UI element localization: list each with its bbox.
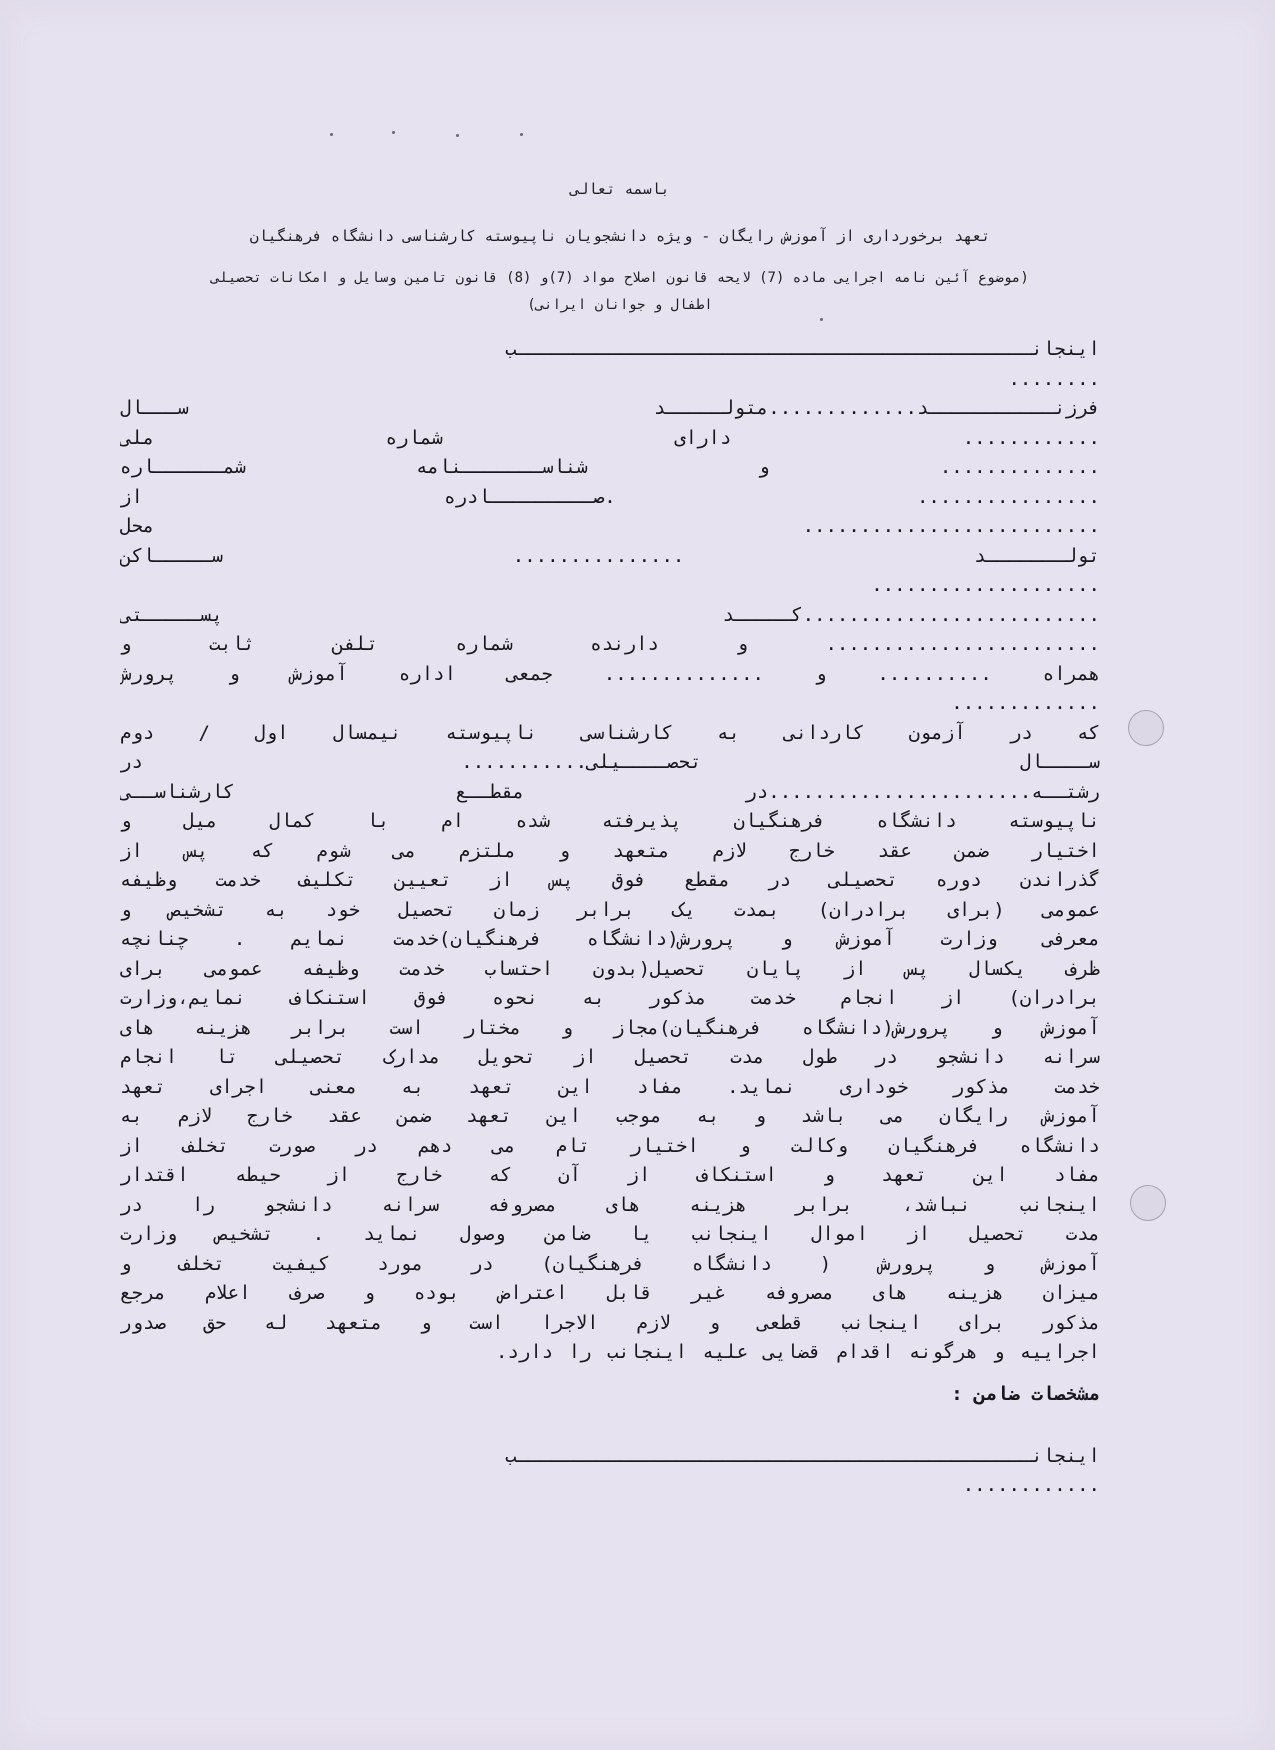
form-line: ..........................کـــــد پســـــتی <box>120 603 1100 626</box>
form-line: که در آزمون کاردانی به کارشناسی ناپیوسته نیمسال اول / دوم <box>120 721 1100 744</box>
scan-speck <box>456 134 459 137</box>
form-line: ناپیوسته دانشگاه فرهنگیان پذیرفته شده ام با کمال میل و <box>120 810 1100 832</box>
scan-speck <box>820 318 823 321</box>
form-line: فرزنـــــــــــد.............متولـــــد ســـال <box>120 397 1100 419</box>
punch-hole <box>1130 1185 1166 1221</box>
form-line: مفاد این تعهد و استنکاف از آن که خارج از حیطه اقتدار <box>120 1164 1100 1186</box>
form-line: گذراندن دوره تحصیلی در مقطع فوق پس از تعیین تکلیف خدمت وظیفه <box>120 869 1100 891</box>
form-line: ................ .صـــــــــادره از <box>120 485 1100 508</box>
form-line: ........................ و دارنده شماره تلفن ثابت و <box>120 633 1100 655</box>
form-line: آموزش و پرورش(دانشگاه فرهنگیان)مجاز و مختار است برابر هزینه های <box>120 1016 1100 1039</box>
form-line: عمومی (برای برادران) بمدت یک برابر زمان تحصیل خود به تشخیص و <box>120 898 1100 921</box>
form-line: اینجانب نباشد، برابر هزینه های مصروفه سرانه دانشجو را در <box>120 1193 1100 1216</box>
form-line: ........ <box>1008 367 1100 390</box>
form-line: آموزش رایگان می باشد و به موجب این تعهد ضمن عقد خارج لازم به <box>120 1105 1100 1127</box>
form-line: آموزش و پرورش ( دانشگاه فرهنگیان) در مورد کیفیت تخلف و <box>120 1252 1100 1275</box>
form-line: اینجانـــــــــــــــــــــــــــــــــــــــــــــب <box>505 338 1100 360</box>
form-line: .......................... محل <box>120 515 1100 537</box>
form-line: مدت تحصیل از اموال اینجانب یا ضامن وصول نماید . تشخیص وزارت <box>120 1223 1100 1245</box>
form-line: ............. <box>951 692 1100 714</box>
form-line: برادران) از انجام خدمت مذکور به نحوه فوق استنکاف نمایم،وزارت <box>120 987 1100 1009</box>
subject-line-continued: اطفال و جوانان ایرانی) <box>527 297 713 313</box>
commitment-title: تعهد برخورداری از آموزش رایگان - ویژه دانشجویان ناپیوسته کارشناسی دانشگاه فرهنگیان <box>249 227 991 245</box>
subject-line: (موضوع آئین نامه اجرایی ماده (7) لایحه قانون اصلاح مواد (7)و (8) قانون تامین وسایل و امکانات تحصیلی <box>211 270 1029 286</box>
scan-speck <box>392 131 395 134</box>
form-line: سرانه دانشجو در طول مدت تحصیل از تحویل مدارک تحصیلی تا انجام <box>120 1046 1100 1068</box>
form-line: .............. و شناســـــــنامه شمــــــاره <box>120 456 1100 478</box>
form-line: مذکور برای اینجانب قطعی و لازم الاجرا است و متعهد له حق صدور <box>120 1311 1100 1334</box>
form-line: رشتــه.......................در مقطــع کارشناســی <box>120 780 1100 803</box>
form-line: تولـــــــد ............... ســـــاکن <box>120 544 1100 567</box>
invocation-header: باسمه تعالی <box>570 180 670 198</box>
form-line: معرفی وزارت آموزش و پرورش(دانشگاه فرهنگیان)خدمت نمایم . چنانچه <box>120 928 1100 950</box>
guarantor-section-title: مشخصات ضامن : <box>951 1382 1100 1405</box>
form-line: ســــال تحصــــیلی........... در <box>120 751 1100 773</box>
form-line: همراه .......... و .............. جمعی اداره آموزش و پرورش <box>120 662 1100 685</box>
form-line: اجراییه و هرگونه اقدام قضایی علیه اینجانب را دارد. <box>496 1341 1100 1363</box>
punch-hole <box>1128 710 1164 746</box>
scan-speck <box>330 133 333 136</box>
commitment-body <box>120 335 1100 1501</box>
form-line: .................... <box>871 574 1100 596</box>
form-line: خدمت مذکور خوداری نماید. مفاد این تعهد به معنی اجرای تعهد <box>120 1075 1100 1098</box>
form-line: ............ دارای شماره ملی <box>120 426 1100 449</box>
guarantor-line: اینجانـــــــــــــــــــــــــــــــــــــــــــــب <box>505 1444 1100 1467</box>
form-line: اختیار ضمن عقد خارج لازم متعهد و ملتزم می شوم که پس از <box>120 839 1100 862</box>
spacer <box>120 1416 1100 1442</box>
form-line: ظرف یکسال پس از پایان تحصیل(بدون احتساب خدمت وظیفه عمومی برای <box>120 957 1100 980</box>
form-line: دانشگاه فرهنگیان وکالت و اختیار تام می دهم در صورت تخلف از <box>120 1134 1100 1157</box>
form-line: میزان هزینه های مصروفه غیر قابل اعتراض بوده و صرف اعلام مرجع <box>120 1282 1100 1304</box>
guarantor-line: ............ <box>962 1474 1100 1496</box>
scan-speck <box>520 133 523 136</box>
